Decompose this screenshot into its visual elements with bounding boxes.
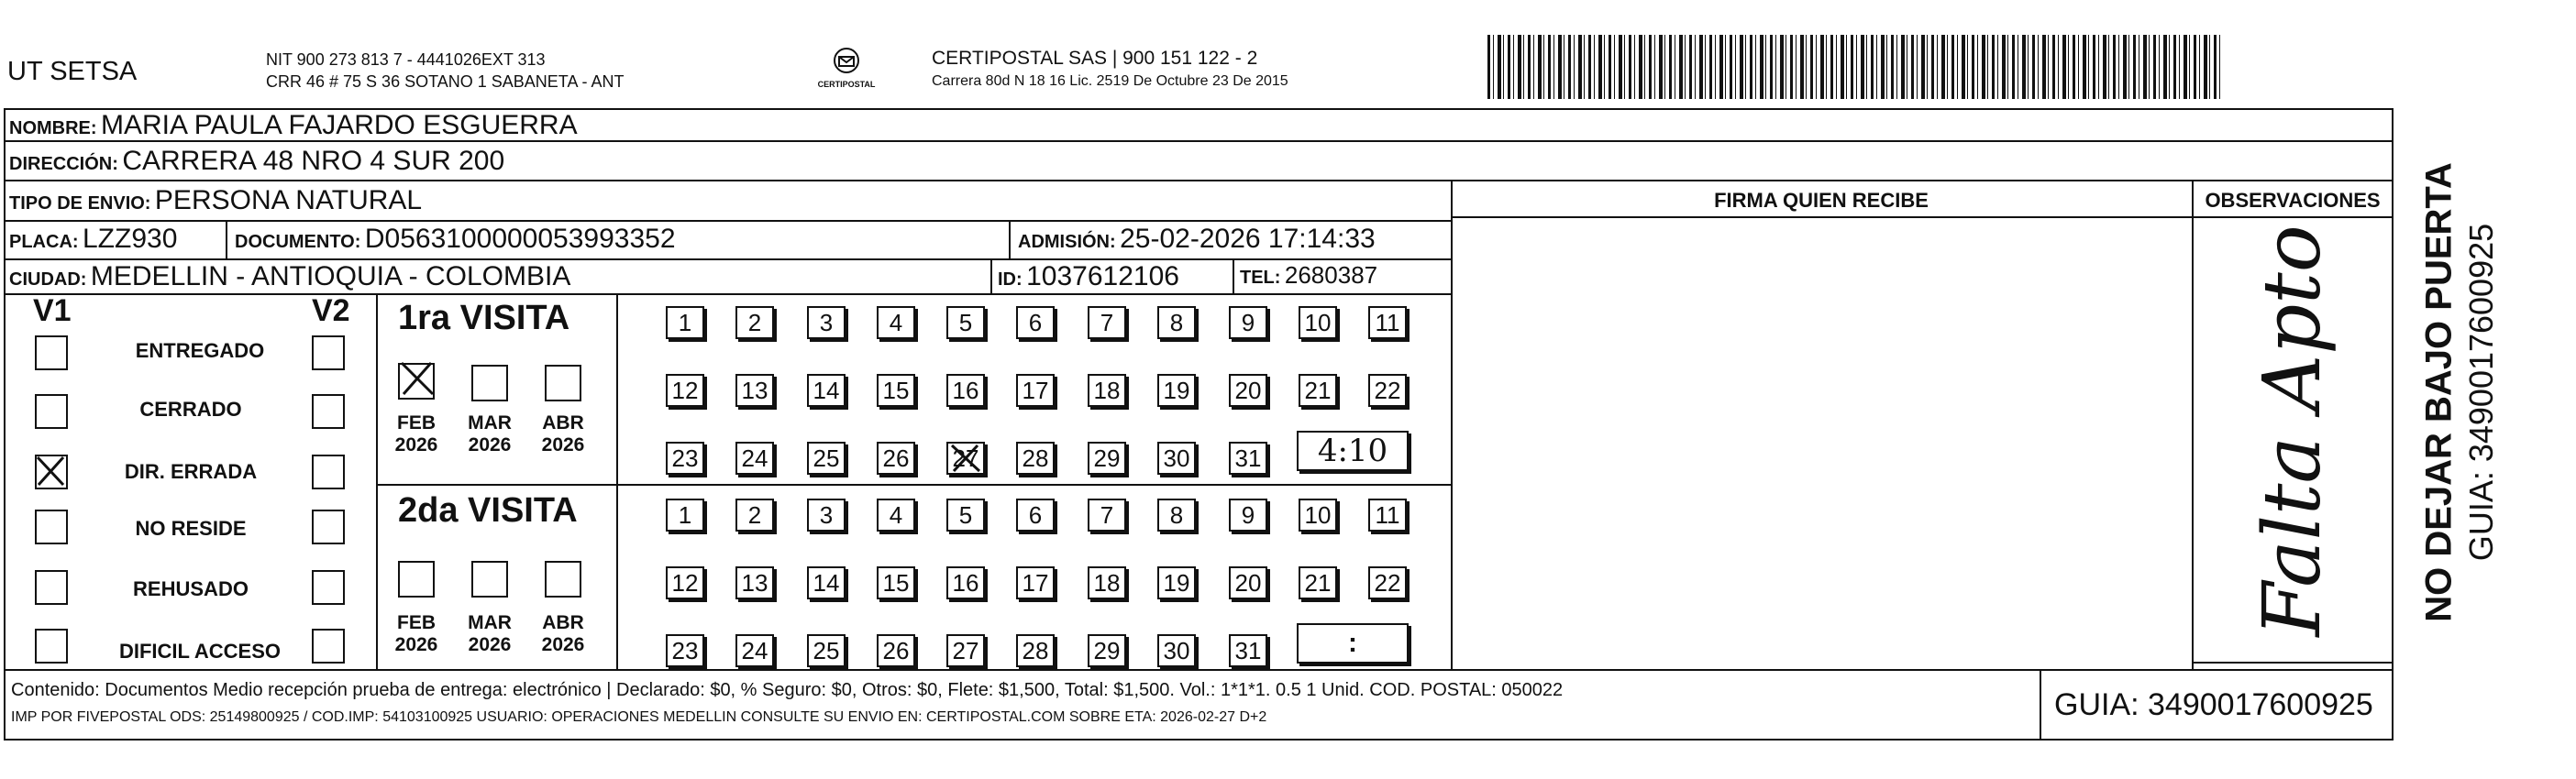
check-mark-icon <box>35 455 66 488</box>
visit2-month-mar: MAR 2026 <box>468 612 512 655</box>
status-dificil-acceso: DIFICIL ACCESO <box>118 640 281 663</box>
documento-label: DOCUMENTO: <box>235 232 361 252</box>
visit1-day-14[interactable]: 14 <box>807 374 846 407</box>
visit2-day-10[interactable]: 10 <box>1299 499 1337 532</box>
visit1-day-2[interactable]: 2 <box>735 306 774 339</box>
visit2-day-13[interactable]: 13 <box>735 566 774 599</box>
visit1-day-10[interactable]: 10 <box>1299 306 1337 339</box>
visit1-time-box[interactable]: 4:10 <box>1297 431 1409 471</box>
visit2-month-mar-checkbox[interactable] <box>471 561 508 598</box>
visit2-day-3[interactable]: 3 <box>807 499 846 532</box>
certipostal-logo <box>811 46 882 89</box>
visit1-day-8[interactable]: 8 <box>1157 306 1196 339</box>
visit1-month-mar-checkbox[interactable] <box>471 365 508 401</box>
v2-dir-errada-checkbox[interactable] <box>312 455 345 489</box>
nombre-value: MARIA PAULA FAJARDO ESGUERRA <box>101 110 578 140</box>
status-dir-errada: DIR. ERRADA <box>124 460 258 483</box>
visit2-day-22[interactable]: 22 <box>1368 566 1407 599</box>
check-mark-icon <box>398 359 435 396</box>
visit1-day-1[interactable]: 1 <box>666 306 704 339</box>
visit2-time-box[interactable]: : <box>1297 623 1409 664</box>
visit2-day-8[interactable]: 8 <box>1157 499 1196 532</box>
placa-field <box>9 224 177 255</box>
status-entregado: ENTREGADO <box>135 339 265 362</box>
nit-line-1: NIT 900 273 813 7 - 4441026EXT 313 <box>266 50 546 69</box>
v1-entregado-checkbox[interactable] <box>35 335 68 370</box>
row-divider <box>4 293 1451 295</box>
tipo-row <box>9 185 422 216</box>
visit1-day-15[interactable]: 15 <box>877 374 915 407</box>
visit2-month-abr: ABR 2026 <box>541 612 585 655</box>
visit1-day-31[interactable]: 31 <box>1229 442 1267 475</box>
visit1-day-4[interactable]: 4 <box>877 306 915 339</box>
tipo-value: PERSONA NATURAL <box>154 185 423 215</box>
firma-header: FIRMA QUIEN RECIBE <box>1714 189 1929 212</box>
visit2-day-19[interactable]: 19 <box>1157 566 1196 599</box>
ciudad-value: MEDELLIN - ANTIOQUIA - COLOMBIA <box>90 261 571 291</box>
visit1-day-6[interactable]: 6 <box>1016 306 1055 339</box>
visit2-day-23[interactable]: 23 <box>666 634 704 667</box>
visit2-day-11[interactable]: 11 <box>1368 499 1407 532</box>
no-dejar-warning: NO DEJAR BAJO PUERTA <box>2418 162 2460 622</box>
admision-divider <box>1009 220 1011 258</box>
months-divider <box>616 293 618 669</box>
signature-left-border <box>1451 180 1453 669</box>
visit1-day-28[interactable]: 28 <box>1016 442 1055 475</box>
direccion-value: CARRERA 48 NRO 4 SUR 200 <box>122 146 505 176</box>
visit2-day-25[interactable]: 25 <box>807 634 846 667</box>
visit1-day-30[interactable]: 30 <box>1157 442 1196 475</box>
visit1-title: 1ra VISITA <box>398 299 570 337</box>
footer-guia: GUIA: 3490017600925 <box>2054 687 2373 722</box>
visit1-day-5[interactable]: 5 <box>946 306 985 339</box>
status-no-reside: NO RESIDE <box>135 517 247 540</box>
direccion-row <box>9 146 504 177</box>
visit2-day-5[interactable]: 5 <box>946 499 985 532</box>
visit2-day-29[interactable]: 29 <box>1088 634 1126 667</box>
v2-entregado-checkbox[interactable] <box>312 335 345 370</box>
envelope-seal-icon <box>832 46 861 75</box>
visit1-month-feb-checkbox[interactable] <box>398 363 435 400</box>
visit2-day-21[interactable]: 21 <box>1299 566 1337 599</box>
visit2-day-18[interactable]: 18 <box>1088 566 1126 599</box>
visit1-day-11[interactable]: 11 <box>1368 306 1407 339</box>
visit1-day-3[interactable]: 3 <box>807 306 846 339</box>
visit1-month-mar: MAR 2026 <box>468 412 512 455</box>
visit1-day-20[interactable]: 20 <box>1229 374 1267 407</box>
v2-rehusado-checkbox[interactable] <box>312 570 345 605</box>
visit2-day-24[interactable]: 24 <box>735 634 774 667</box>
footer-divider <box>4 669 2394 671</box>
tel-divider <box>1233 258 1234 293</box>
visit2-day-16[interactable]: 16 <box>946 566 985 599</box>
company-name: UT SETSA <box>7 57 138 86</box>
visit1-day-12[interactable]: 12 <box>666 374 704 407</box>
v1-cerrado-checkbox[interactable] <box>35 394 68 429</box>
visit2-month-feb: FEB 2026 <box>394 612 438 655</box>
guia-box-top <box>2192 662 2394 664</box>
v1-label: V1 <box>33 293 72 328</box>
footer-imp-line: IMP POR FIVEPOSTAL ODS: 25149800925 / COD.IMP: 54103100925 USUARIO: OPERACIONES MEDELLIN CONSULTE SU ENVIO EN: CERTIPOSTAL.COM SOBRE ETA: 2026-02-27 D+2 <box>11 709 1267 725</box>
certipostal-line-2: Carrera 80d N 18 16 Lic. 2519 De Octubre 23 De 2015 <box>932 73 1288 89</box>
guia-box-left <box>2040 669 2041 741</box>
visit1-day-19[interactable]: 19 <box>1157 374 1196 407</box>
visit1-day-27[interactable]: 27 <box>946 442 985 475</box>
visit2-day-7[interactable]: 7 <box>1088 499 1126 532</box>
visit1-day-17[interactable]: 17 <box>1016 374 1055 407</box>
visit-divider <box>376 484 1451 486</box>
row-divider <box>4 180 2394 181</box>
v1-dir-errada-checkbox[interactable] <box>35 455 68 489</box>
visit2-day-12[interactable]: 12 <box>666 566 704 599</box>
visit2-month-abr-checkbox[interactable] <box>545 561 581 598</box>
visit2-day-30[interactable]: 30 <box>1157 634 1196 667</box>
admision-label: ADMISIÓN: <box>1018 232 1116 252</box>
admision-value: 25-02-2026 17:14:33 <box>1120 224 1376 254</box>
ciudad-field <box>9 261 570 292</box>
check-mark-icon <box>946 442 985 475</box>
row-divider <box>4 220 1451 222</box>
visit2-title: 2da VISITA <box>398 491 578 530</box>
visit2-day-20[interactable]: 20 <box>1229 566 1267 599</box>
documento-value: D0563100000053993352 <box>364 224 676 254</box>
signature-header-divider <box>1451 216 2394 218</box>
footer-contenido: Contenido: Documentos Medio recepción prueba de entrega: electrónico | Declarado: $0, % Seguro: $0, Otros: $0, Flete: $1,500, Total: $1,500. Vol.: 1*1*1. 0.5 1 Unid. COD. POSTAL: 050022 <box>11 680 1564 700</box>
visit2-day-17[interactable]: 17 <box>1016 566 1055 599</box>
handwritten-observation: Falta Apto <box>2247 225 2338 637</box>
status-divider <box>376 293 378 669</box>
ciudad-label: CIUDAD: <box>9 269 87 290</box>
visit1-day-23[interactable]: 23 <box>666 442 704 475</box>
visit2-day-1[interactable]: 1 <box>666 499 704 532</box>
visit2-day-6[interactable]: 6 <box>1016 499 1055 532</box>
status-rehusado: REHUSADO <box>133 577 249 600</box>
visit2-day-2[interactable]: 2 <box>735 499 774 532</box>
id-divider <box>990 258 992 293</box>
visit2-day-9[interactable]: 9 <box>1229 499 1267 532</box>
visit1-day-21[interactable]: 21 <box>1299 374 1337 407</box>
visit1-day-25[interactable]: 25 <box>807 442 846 475</box>
status-cerrado: CERRADO <box>139 398 242 421</box>
logo-text: CERTIPOSTAL <box>817 80 876 89</box>
visit1-day-16[interactable]: 16 <box>946 374 985 407</box>
visit2-day-27[interactable]: 27 <box>946 634 985 667</box>
visit2-month-feb-checkbox[interactable] <box>398 561 435 598</box>
visit1-day-22[interactable]: 22 <box>1368 374 1407 407</box>
visit2-day-31[interactable]: 31 <box>1229 634 1267 667</box>
certipostal-line-1: CERTIPOSTAL SAS | 900 151 122 - 2 <box>932 48 1258 69</box>
v2-cerrado-checkbox[interactable] <box>312 394 345 429</box>
tel-label: TEL: <box>1240 268 1281 288</box>
tel-value: 2680387 <box>1284 261 1378 289</box>
visit2-day-4[interactable]: 4 <box>877 499 915 532</box>
visit1-day-29[interactable]: 29 <box>1088 442 1126 475</box>
v1-no-reside-checkbox[interactable] <box>35 510 68 544</box>
nombre-label: NOMBRE: <box>9 118 97 138</box>
observations-left-border <box>2192 180 2194 669</box>
visit1-day-7[interactable]: 7 <box>1088 306 1126 339</box>
form-right-border <box>2392 140 2394 741</box>
nombre-row <box>9 110 578 141</box>
visit1-day-24[interactable]: 24 <box>735 442 774 475</box>
observaciones-header: OBSERVACIONES <box>2205 189 2381 212</box>
direccion-label: DIRECCIÓN: <box>9 154 118 174</box>
nit-line-2: CRR 46 # 75 S 36 SOTANO 1 SABANETA - ANT <box>266 72 625 91</box>
tipo-label: TIPO DE ENVIO: <box>9 193 151 214</box>
visit2-day-28[interactable]: 28 <box>1016 634 1055 667</box>
visit1-month-abr: ABR 2026 <box>541 412 585 455</box>
visit1-day-18[interactable]: 18 <box>1088 374 1126 407</box>
visit2-day-26[interactable]: 26 <box>877 634 915 667</box>
documento-field <box>235 224 676 255</box>
visit2-day-14[interactable]: 14 <box>807 566 846 599</box>
visit1-month-feb: FEB 2026 <box>394 412 438 455</box>
tel-field <box>1240 261 1377 290</box>
visit1-day-26[interactable]: 26 <box>877 442 915 475</box>
id-field <box>998 261 1179 292</box>
v1-dificil-acceso-checkbox[interactable] <box>35 629 68 664</box>
barcode <box>1487 35 2221 99</box>
placa-label: PLACA: <box>9 232 79 252</box>
v2-dificil-acceso-checkbox[interactable] <box>312 629 345 664</box>
id-label: ID: <box>998 269 1023 290</box>
placa-value: LZZ930 <box>83 224 178 254</box>
visit1-day-9[interactable]: 9 <box>1229 306 1267 339</box>
visit1-month-abr-checkbox[interactable] <box>545 365 581 401</box>
side-guia: GUIA: 3490017600925 <box>2462 223 2500 562</box>
v1-rehusado-checkbox[interactable] <box>35 570 68 605</box>
admision-field <box>1018 224 1376 255</box>
visit1-day-13[interactable]: 13 <box>735 374 774 407</box>
v2-label: V2 <box>312 293 350 328</box>
v2-no-reside-checkbox[interactable] <box>312 510 345 544</box>
visit2-day-15[interactable]: 15 <box>877 566 915 599</box>
placa-divider <box>226 220 227 258</box>
id-value: 1037612106 <box>1026 261 1179 291</box>
